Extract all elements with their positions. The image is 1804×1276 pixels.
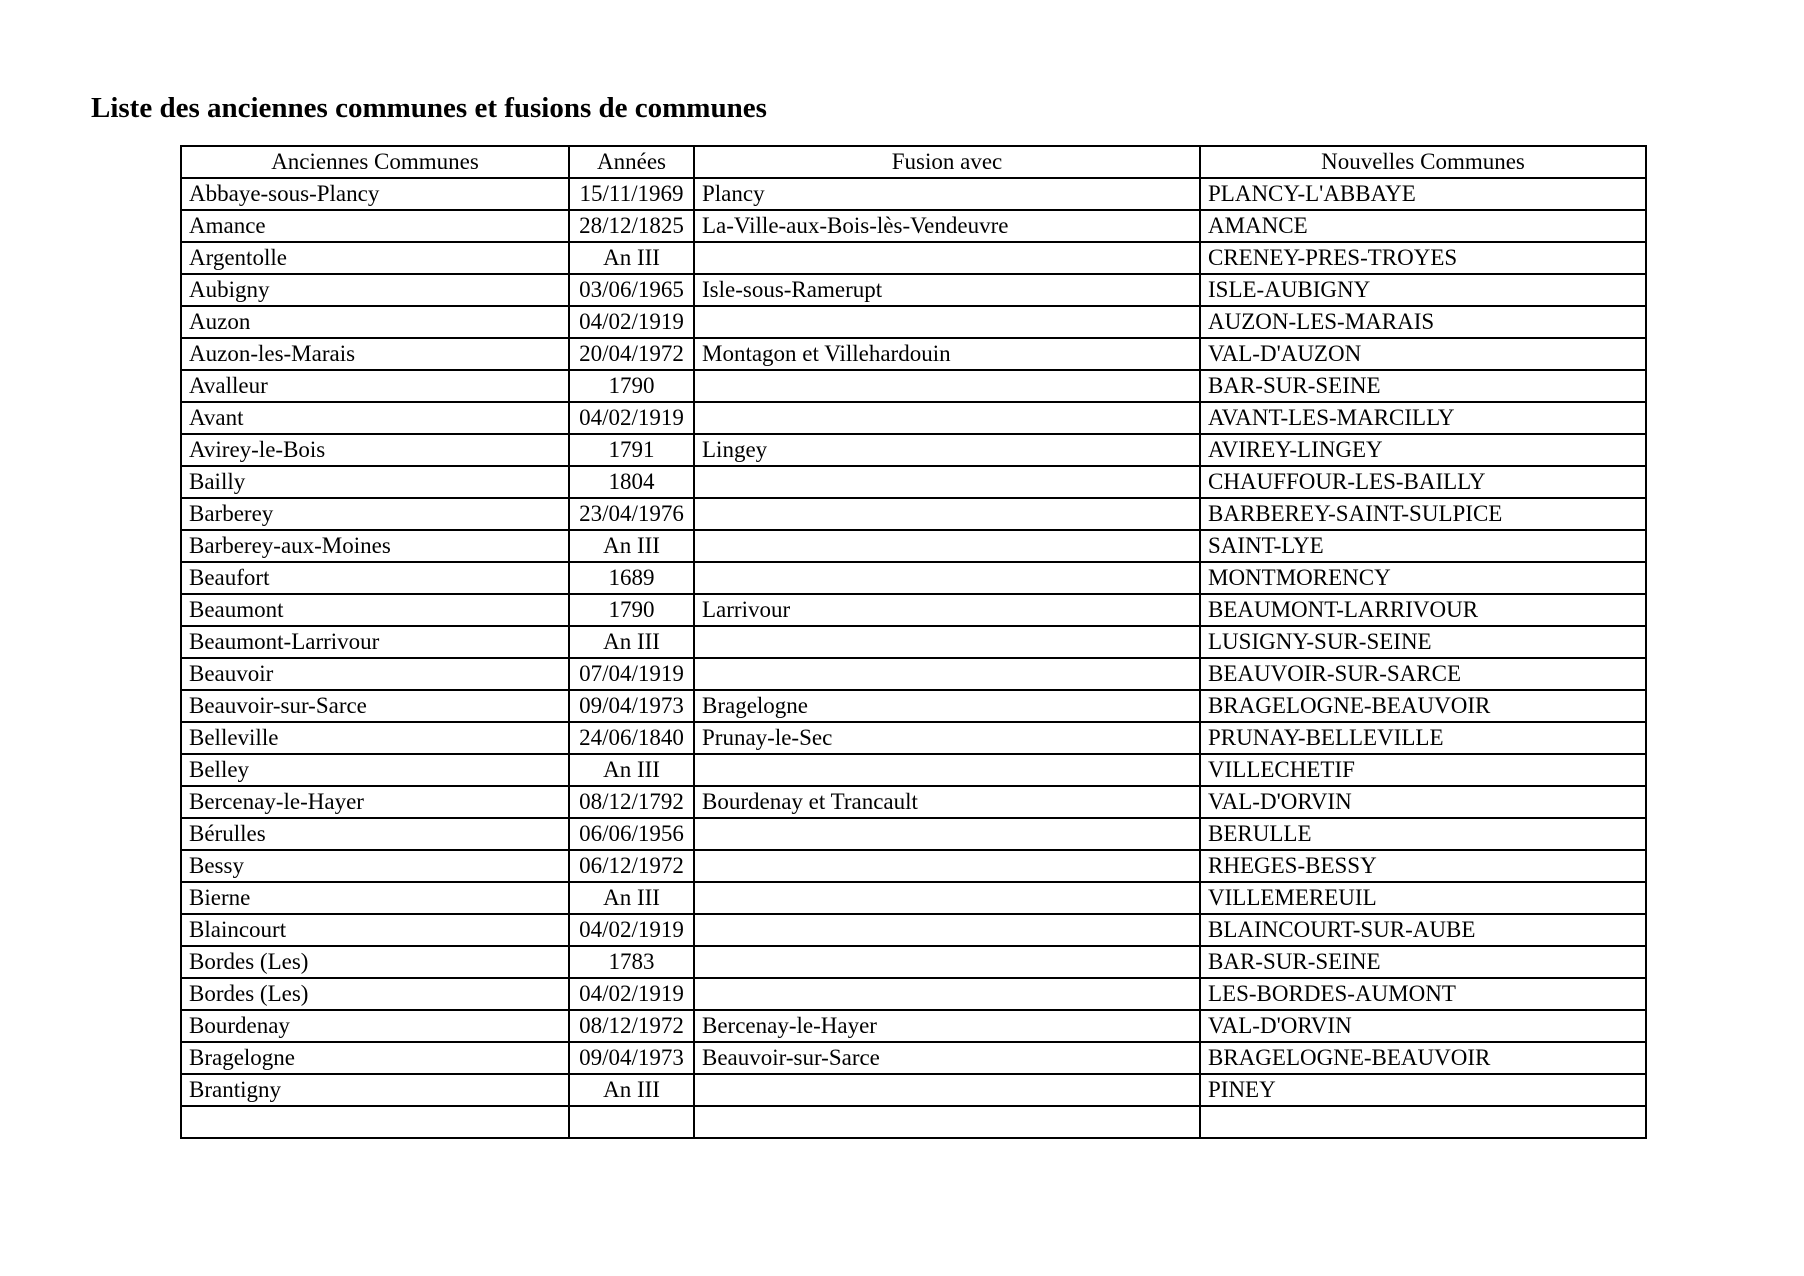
cell-annee: An III [569,242,694,274]
cell-nouvelle-commune: BAR-SUR-SEINE [1200,946,1646,978]
cell-ancienne-commune: Bercenay-le-Hayer [181,786,569,818]
cell-nouvelle-commune: SAINT-LYE [1200,530,1646,562]
cell-fusion-avec [694,946,1200,978]
cell-annee: 09/04/1973 [569,690,694,722]
cell-annee: 06/06/1956 [569,818,694,850]
cell-ancienne-commune [181,1106,569,1138]
cell-fusion-avec [694,818,1200,850]
cell-fusion-avec [694,466,1200,498]
table-row [181,850,1646,882]
table-row [181,1042,1646,1074]
cell-annee: 20/04/1972 [569,338,694,370]
cell-nouvelle-commune: CRENEY-PRES-TROYES [1200,242,1646,274]
cell-ancienne-commune: Beauvoir [181,658,569,690]
cell-fusion-avec [694,882,1200,914]
table-row [181,434,1646,466]
table-row [181,978,1646,1010]
table-row [181,626,1646,658]
cell-ancienne-commune: Belley [181,754,569,786]
table-row [181,914,1646,946]
cell-ancienne-commune: Bérulles [181,818,569,850]
header-anciennes-communes: Anciennes Communes [181,146,569,178]
cell-ancienne-commune: Avirey-le-Bois [181,434,569,466]
cell-annee: 24/06/1840 [569,722,694,754]
cell-ancienne-commune: Blaincourt [181,914,569,946]
cell-ancienne-commune: Bourdenay [181,1010,569,1042]
cell-ancienne-commune: Auzon-les-Marais [181,338,569,370]
cell-fusion-avec [694,850,1200,882]
table-row [181,562,1646,594]
table-row [181,466,1646,498]
cell-nouvelle-commune: PINEY [1200,1074,1646,1106]
cell-annee: 04/02/1919 [569,402,694,434]
cell-annee: 04/02/1919 [569,306,694,338]
cell-fusion-avec [694,754,1200,786]
cell-annee: 15/11/1969 [569,178,694,210]
cell-annee: 23/04/1976 [569,498,694,530]
cell-ancienne-commune: Amance [181,210,569,242]
cell-ancienne-commune: Argentolle [181,242,569,274]
cell-fusion-avec [694,530,1200,562]
cell-fusion-avec: Beauvoir-sur-Sarce [694,1042,1200,1074]
cell-ancienne-commune: Abbaye-sous-Plancy [181,178,569,210]
table-row [181,1074,1646,1106]
table-row [181,818,1646,850]
cell-ancienne-commune: Brantigny [181,1074,569,1106]
cell-ancienne-commune: Beaumont-Larrivour [181,626,569,658]
cell-fusion-avec [694,1074,1200,1106]
table-row [181,786,1646,818]
cell-annee: 1783 [569,946,694,978]
cell-ancienne-commune: Auzon [181,306,569,338]
cell-nouvelle-commune: BERULLE [1200,818,1646,850]
table-row [181,178,1646,210]
cell-ancienne-commune: Belleville [181,722,569,754]
table-row [181,402,1646,434]
table-row [181,658,1646,690]
cell-fusion-avec: La-Ville-aux-Bois-lès-Vendeuvre [694,210,1200,242]
cell-nouvelle-commune [1200,1106,1646,1138]
cell-fusion-avec: Bercenay-le-Hayer [694,1010,1200,1042]
communes-table [180,145,1647,1139]
cell-annee: 1804 [569,466,694,498]
cell-ancienne-commune: Bragelogne [181,1042,569,1074]
table-row [181,722,1646,754]
table-row [181,210,1646,242]
cell-annee: An III [569,754,694,786]
table-row [181,306,1646,338]
cell-annee: 1790 [569,370,694,402]
cell-annee: 08/12/1972 [569,1010,694,1042]
cell-ancienne-commune: Beaufort [181,562,569,594]
cell-nouvelle-commune: BEAUVOIR-SUR-SARCE [1200,658,1646,690]
cell-nouvelle-commune: VAL-D'AUZON [1200,338,1646,370]
cell-annee: 06/12/1972 [569,850,694,882]
cell-annee: 07/04/1919 [569,658,694,690]
cell-nouvelle-commune: CHAUFFOUR-LES-BAILLY [1200,466,1646,498]
cell-fusion-avec [694,242,1200,274]
cell-nouvelle-commune: PRUNAY-BELLEVILLE [1200,722,1646,754]
cell-ancienne-commune: Bessy [181,850,569,882]
cell-nouvelle-commune: AVIREY-LINGEY [1200,434,1646,466]
table-row [181,274,1646,306]
cell-annee: An III [569,530,694,562]
table-row [181,690,1646,722]
cell-fusion-avec [694,402,1200,434]
cell-ancienne-commune: Beauvoir-sur-Sarce [181,690,569,722]
cell-ancienne-commune: Beaumont [181,594,569,626]
cell-nouvelle-commune: BARBEREY-SAINT-SULPICE [1200,498,1646,530]
cell-annee: 1790 [569,594,694,626]
cell-annee: 1791 [569,434,694,466]
cell-annee: 28/12/1825 [569,210,694,242]
cell-nouvelle-commune: BAR-SUR-SEINE [1200,370,1646,402]
cell-ancienne-commune: Barberey [181,498,569,530]
cell-fusion-avec [694,562,1200,594]
cell-annee: An III [569,882,694,914]
cell-nouvelle-commune: VAL-D'ORVIN [1200,786,1646,818]
cell-nouvelle-commune: BEAUMONT-LARRIVOUR [1200,594,1646,626]
cell-ancienne-commune: Bordes (Les) [181,978,569,1010]
cell-nouvelle-commune: LUSIGNY-SUR-SEINE [1200,626,1646,658]
table-row [181,530,1646,562]
cell-annee: 08/12/1792 [569,786,694,818]
cell-nouvelle-commune: RHEGES-BESSY [1200,850,1646,882]
page-title: Liste des anciennes communes et fusions de communes [91,92,767,124]
cell-nouvelle-commune: VILLEMEREUIL [1200,882,1646,914]
cell-annee: 09/04/1973 [569,1042,694,1074]
table-row [181,594,1646,626]
cell-fusion-avec: Bourdenay et Trancault [694,786,1200,818]
cell-fusion-avec [694,1106,1200,1138]
cell-ancienne-commune: Barberey-aux-Moines [181,530,569,562]
table-row [181,1106,1646,1138]
cell-nouvelle-commune: AUZON-LES-MARAIS [1200,306,1646,338]
cell-fusion-avec: Plancy [694,178,1200,210]
table-row [181,882,1646,914]
cell-fusion-avec [694,914,1200,946]
table-row [181,242,1646,274]
cell-nouvelle-commune: MONTMORENCY [1200,562,1646,594]
cell-annee [569,1106,694,1138]
cell-annee: 1689 [569,562,694,594]
cell-fusion-avec [694,498,1200,530]
cell-ancienne-commune: Avalleur [181,370,569,402]
cell-fusion-avec [694,978,1200,1010]
cell-ancienne-commune: Bailly [181,466,569,498]
cell-fusion-avec [694,370,1200,402]
cell-fusion-avec [694,306,1200,338]
table-body [181,178,1646,1138]
header-fusion-avec: Fusion avec [694,146,1200,178]
cell-fusion-avec: Prunay-le-Sec [694,722,1200,754]
cell-fusion-avec: Isle-sous-Ramerupt [694,274,1200,306]
cell-fusion-avec: Lingey [694,434,1200,466]
cell-nouvelle-commune: BLAINCOURT-SUR-AUBE [1200,914,1646,946]
table-row [181,498,1646,530]
table-header-row [181,146,1646,178]
cell-nouvelle-commune: AVANT-LES-MARCILLY [1200,402,1646,434]
cell-fusion-avec [694,658,1200,690]
cell-annee: 04/02/1919 [569,978,694,1010]
cell-nouvelle-commune: LES-BORDES-AUMONT [1200,978,1646,1010]
table-row [181,338,1646,370]
cell-fusion-avec [694,626,1200,658]
cell-nouvelle-commune: BRAGELOGNE-BEAUVOIR [1200,690,1646,722]
table-row [181,946,1646,978]
cell-fusion-avec: Montagon et Villehardouin [694,338,1200,370]
cell-ancienne-commune: Aubigny [181,274,569,306]
table-row [181,1010,1646,1042]
cell-nouvelle-commune: VAL-D'ORVIN [1200,1010,1646,1042]
cell-nouvelle-commune: ISLE-AUBIGNY [1200,274,1646,306]
cell-ancienne-commune: Bierne [181,882,569,914]
cell-ancienne-commune: Avant [181,402,569,434]
cell-fusion-avec: Larrivour [694,594,1200,626]
header-nouvelles-communes: Nouvelles Communes [1200,146,1646,178]
cell-annee: An III [569,1074,694,1106]
cell-nouvelle-commune: VILLECHETIF [1200,754,1646,786]
cell-fusion-avec: Bragelogne [694,690,1200,722]
cell-nouvelle-commune: BRAGELOGNE-BEAUVOIR [1200,1042,1646,1074]
cell-nouvelle-commune: AMANCE [1200,210,1646,242]
cell-annee: An III [569,626,694,658]
cell-annee: 03/06/1965 [569,274,694,306]
cell-nouvelle-commune: PLANCY-L'ABBAYE [1200,178,1646,210]
table-row [181,370,1646,402]
table-row [181,754,1646,786]
cell-ancienne-commune: Bordes (Les) [181,946,569,978]
header-annees: Années [569,146,694,178]
cell-annee: 04/02/1919 [569,914,694,946]
